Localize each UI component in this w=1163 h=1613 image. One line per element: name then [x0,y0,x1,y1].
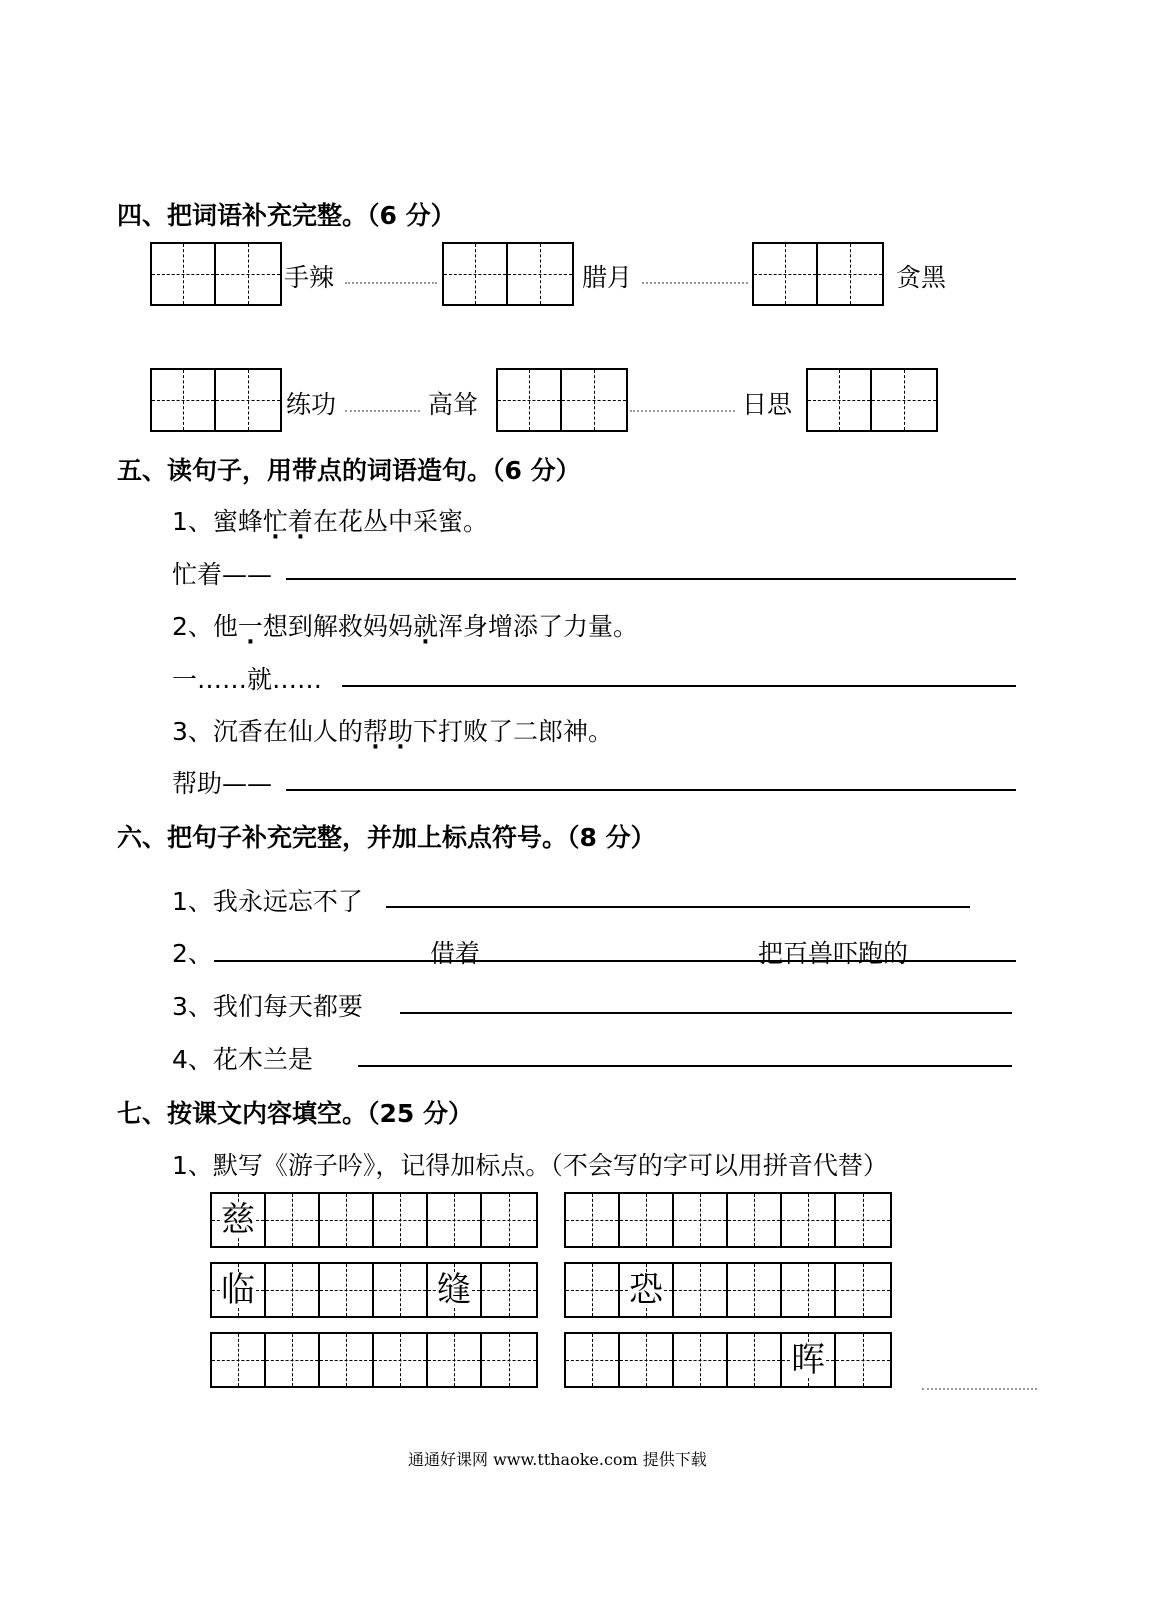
grid-cell[interactable] [444,244,508,304]
poem-cell[interactable] [782,1264,836,1316]
word-suffix-2: 腊月 [582,263,633,292]
poem-cell[interactable] [374,1264,428,1316]
grid-cell[interactable] [808,370,872,430]
poem-cell[interactable] [836,1264,890,1316]
footer-credit: 通通好课网 www.tthaoke.com 提供下载 [408,1450,707,1469]
answer-line[interactable] [286,789,1016,791]
word-suffix-3: 贪黑 [896,263,947,292]
poem-cell[interactable] [374,1194,428,1246]
emphasized-char: 着 [287,507,313,536]
word-grid-1[interactable] [150,242,282,306]
poem-cell[interactable] [320,1264,374,1316]
poem-grid-right[interactable] [564,1332,892,1388]
section7-heading: 七、按课文内容填空。（25 分） [117,1099,473,1128]
answer-line[interactable] [286,578,1016,580]
section6-heading: 六、把句子补充完整，并加上标点符号。（8 分） [117,823,656,852]
sentence-text: 浑身增添了力量。 [437,612,638,641]
section5-heading: 五、读句子，用带点的词语造句。（6 分） [117,456,581,485]
dotted-guide [922,1388,1037,1390]
poem-grid-right[interactable] [564,1262,892,1318]
grid-cell[interactable] [562,370,626,430]
poem-grid-left[interactable] [210,1192,538,1248]
poem-instruction: 1、默写《游子吟》，记得加标点。（不会写的字可以用拼音代替） [172,1151,888,1180]
poem-row-2 [210,1262,892,1318]
poem-row-1 [210,1192,892,1248]
fill-item-2: 2、 [172,939,213,968]
grid-cell[interactable] [498,370,562,430]
sentence-text: 想到解救妈妈 [262,612,413,641]
poem-cell[interactable] [482,1264,536,1316]
word-prefix-5: 高耸 [428,390,479,419]
poem-cell[interactable] [620,1194,674,1246]
word-grid-4[interactable] [150,368,282,432]
answer-line[interactable] [400,1012,1012,1014]
dotted-guide [345,410,420,412]
poem-cell[interactable] [428,1194,482,1246]
poem-grid-left[interactable] [210,1332,538,1388]
word-suffix-1: 手辣 [284,263,335,292]
poem-cell[interactable] [566,1334,620,1386]
poem-cell[interactable] [728,1334,782,1386]
sentence-1 [172,502,488,538]
sentence-2 [172,607,638,643]
word-grid-6[interactable] [806,368,938,432]
grid-cell[interactable] [216,244,280,304]
poem-cell[interactable] [374,1334,428,1386]
fill-item-1: 1、我永远忘不了 [172,887,363,916]
sentence-text: 3、沉香在仙人的 [172,717,363,746]
grid-cell[interactable] [152,370,216,430]
poem-cell[interactable] [836,1194,890,1246]
dotted-guide [642,282,748,284]
poem-cell[interactable] [266,1334,320,1386]
grid-cell[interactable] [508,244,572,304]
word-grid-5[interactable] [496,368,628,432]
poem-cell[interactable] [728,1264,782,1316]
grid-cell[interactable] [216,370,280,430]
poem-cell[interactable] [482,1334,536,1386]
poem-cell[interactable] [428,1334,482,1386]
word-grid-2[interactable] [442,242,574,306]
emphasized-char: 一 [237,612,263,641]
poem-cell[interactable] [320,1334,374,1386]
grid-cell[interactable] [818,244,882,304]
fill-item-4: 4、花木兰是 [172,1045,313,1074]
poem-cell[interactable] [674,1264,728,1316]
poem-cell[interactable]: 晖 [782,1334,836,1386]
grid-cell[interactable] [754,244,818,304]
sentence-text: 下打败了二郎神。 [412,717,613,746]
poem-cell[interactable] [620,1334,674,1386]
poem-row-3 [210,1332,892,1388]
grid-cell[interactable] [152,244,216,304]
sentence-text: 1、蜜蜂 [172,507,263,536]
poem-cell[interactable] [320,1194,374,1246]
poem-grid-left[interactable] [210,1262,538,1318]
poem-cell[interactable] [728,1194,782,1246]
word-prefix-6: 日思 [742,390,793,419]
prompt-1: 忙着—— [172,560,273,589]
prompt-3: 帮助—— [172,769,273,798]
emphasized-char: 忙 [262,507,288,536]
sentence-text: 在花丛中采蜜。 [312,507,488,536]
word-grid-3[interactable] [752,242,884,306]
poem-cell[interactable] [836,1334,890,1386]
emphasized-char: 帮 [362,717,388,746]
poem-cell[interactable]: 临 [212,1264,266,1316]
poem-cell[interactable] [482,1194,536,1246]
poem-cell[interactable] [674,1334,728,1386]
answer-line[interactable] [342,685,1016,687]
fill-item-3: 3、我们每天都要 [172,992,363,1021]
poem-cell[interactable]: 缝 [428,1264,482,1316]
answer-line[interactable] [358,1065,1012,1067]
sentence-text: 2、他 [172,612,238,641]
poem-cell[interactable] [566,1264,620,1316]
dotted-guide [630,410,735,412]
emphasized-char: 就 [412,612,438,641]
prompt-2: 一……就…… [172,665,323,694]
poem-cell[interactable]: 恐 [620,1264,674,1316]
sentence-3 [172,712,613,748]
fill-word-b: 把百兽吓跑的 [758,939,909,968]
poem-cell[interactable] [782,1194,836,1246]
poem-cell[interactable] [674,1194,728,1246]
poem-cell[interactable]: 慈 [212,1194,266,1246]
poem-cell[interactable] [266,1264,320,1316]
poem-cell[interactable] [566,1194,620,1246]
poem-cell[interactable] [212,1334,266,1386]
grid-cell[interactable] [872,370,936,430]
emphasized-char: 助 [387,717,413,746]
word-suffix-4: 练功 [286,390,337,419]
dotted-guide [345,282,437,284]
poem-grid-right[interactable] [564,1192,892,1248]
section4-heading: 四、把词语补充完整。（6 分） [117,201,456,230]
answer-line[interactable] [386,906,970,908]
poem-cell[interactable] [266,1194,320,1246]
fill-word-a: 借着 [430,939,481,968]
